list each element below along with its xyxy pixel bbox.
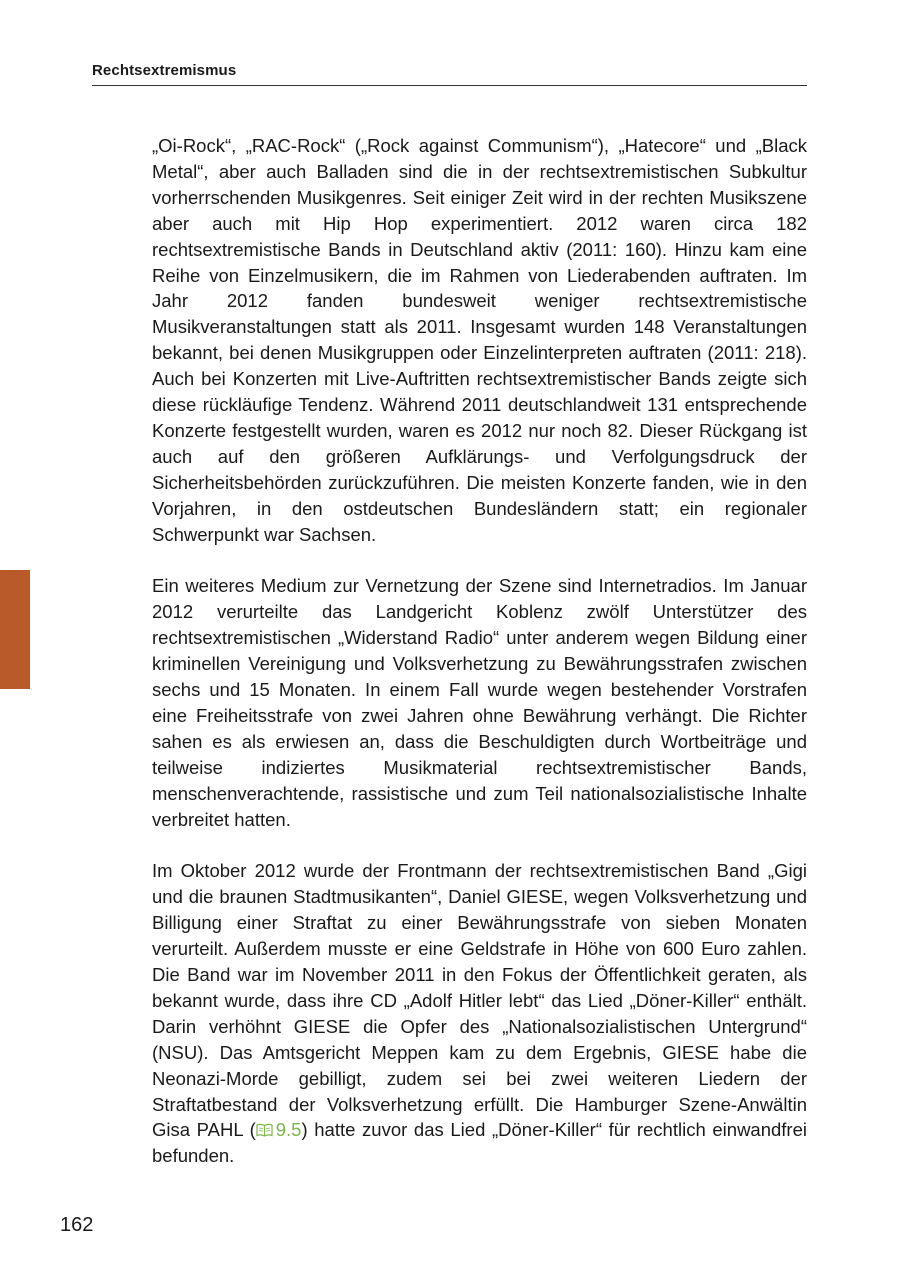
book-icon [256, 1123, 273, 1137]
body-text [152, 133, 807, 1195]
paragraph-text: Im Oktober 2012 wurde der Frontmann der rechtsextremistischen Band „Gigi und die braunen Stadtmusikanten“, Daniel GIESE, wegen Volksverhetzung und Billigung einer Straftat zu einer Bewährungsstrafe von sieben Monaten verurteilt. Außerdem musste er eine Geldstrafe in Höhe von 600 Euro zahlen. Die Band war im November 2011 in den Fokus der Öffentlichkeit geraten, als bekannt wurde, dass ihre CD „Adolf Hitler lebt“ das Lied „Döner-Killer“ enthält. Darin verhöhnt GIESE die Opfer des „Nationalsozialistischen Untergrund“ (NSU). Das Amtsgericht Meppen kam zu dem Ergebnis, GIESE habe die Neonazi-Morde gebilligt, zudem sei bei zwei weiteren Liedern der Straftatbestand der Volksverhetzung erfüllt. Die Hamburger Szene-Anwältin Gisa PAHL ( [152, 860, 807, 1141]
paragraph: „Oi-Rock“, „RAC-Rock“ („Rock against Communism“), „Hatecore“ und „Black Metal“, aber auch Balladen sind die in der rechtsextremistischen Subkultur vorherrschenden Musikgenres. Seit einiger Zeit wird in der rechten Musikszene aber auch mit Hip Hop experimentiert. 2012 waren circa 182 rechtsextremistische Bands in Deutschland aktiv (2011: 160). Hinzu kam eine Reihe von Einzelmusikern, die im Rahmen von Liederabenden auftraten. Im Jahr 2012 fanden bundesweit weniger rechtsextremistische Musikveranstaltungen statt als 2011. Insgesamt wurden 148 Veranstaltungen bekannt, bei denen Musikgruppen oder Einzelinterpreten auftraten (2011: 218). Auch bei Konzerten mit Live-Auftritten rechtsextremistischer Bands zeigte sich diese rückläufige Tendenz. Während 2011 deutschlandweit 131 entsprechende Konzerte festgestellt wurden, waren es 2012 nur noch 82. Dieser Rückgang ist auch auf den größeren Aufklärungs- und Verfolgungsdruck der Sicherheitsbehörden zurückzuführen. Die meisten Konzerte fanden, wie in den Vorjahren, in den ostdeutschen Bundesländern statt; ein regionaler Schwerpunkt war Sachsen. [152, 135, 807, 545]
paragraph-text: ) hatte zuvor das Lied „Döner-Killer“ für rechtlich einwandfrei befunden. [152, 1119, 807, 1167]
paragraph [152, 858, 807, 1169]
cross-reference-link[interactable] [256, 1119, 302, 1140]
cross-reference-label: 9.5 [275, 1119, 302, 1141]
chapter-side-tab [0, 570, 30, 689]
page-number: 162 [60, 1214, 94, 1236]
paragraph: Ein weiteres Medium zur Vernetzung der Szene sind Internetradios. Im Januar 2012 verurteilte das Landgericht Koblenz zwölf Unterstützer des rechtsextremistischen „Widerstand Radio“ unter anderem wegen Bildung einer kriminellen Vereinigung und Volksverhetzung zu Bewährungsstrafen zwischen sechs und 15 Monaten. In einem Fall wurde wegen bestehender Vorstrafen eine Freiheitsstrafe von zwei Jahren ohne Bewährung verhängt. Die Richter sahen es als erwiesen an, dass die Beschuldigten durch Wortbeiträge und teilweise indiziertes Musikmaterial rechtsextremistischer Bands, menschenverachtende, rassistische und zum Teil nationalsozialistische Inhalte verbreitet hatten. [152, 575, 807, 830]
header-rule [92, 85, 807, 86]
running-head-title: Rechtsextremismus [92, 62, 237, 79]
